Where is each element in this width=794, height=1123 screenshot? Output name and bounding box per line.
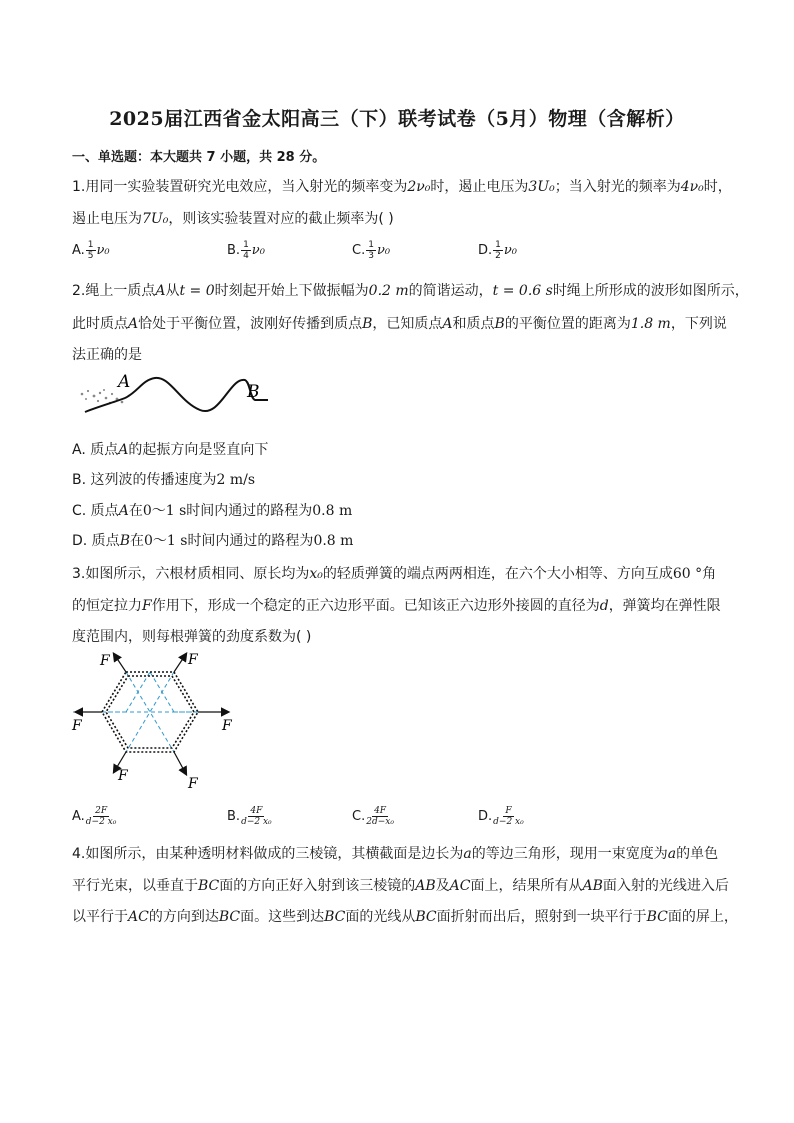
q4-line2: 平行光束，以垂直于BC面的方向正好入射到该三棱镜的AB及AC面上，结果所有从AB面入射的光线进入后 xyxy=(72,878,729,894)
q3-hexagon-figure xyxy=(70,650,240,795)
point-b-label: B xyxy=(247,382,260,402)
q3-option-a[interactable]: A. $\frac{2F}{\text{d−2 x₀}}$ xyxy=(72,806,117,827)
force-label-tl: F xyxy=(100,653,110,669)
q1-line2: 遏止电压为7U₀，则该实验装置对应的截止频率为( ) xyxy=(72,211,394,227)
q1-line1: 1.用同一实验装置研究光电效应，当入射光的频率变为2ν₀时，遏止电压为3U₀；当入射光的频率为4ν₀时， xyxy=(72,179,732,195)
q4-line3: 以平行于AC的方向到达BC面。这些到达BC面的光线从BC面折射而出后，照射到一块平行于BC面的屏上， xyxy=(72,909,738,925)
q3-line2: 的恒定拉力F作用下，形成一个稳定的正六边形平面。已知该正六边形外接圆的直径为d，弹簧均在弹性限 xyxy=(72,598,721,614)
q3-option-c[interactable]: C. $\frac{4F}{\text{2d−x₀}}$ xyxy=(352,806,394,827)
q1-option-c[interactable]: C. $\frac{1}{3}$ ν₀ xyxy=(352,240,391,261)
q1-option-d[interactable]: D. $\frac{1}{2}$ ν₀ xyxy=(478,240,518,261)
q2-line2: 此时质点A恰处于平衡位置，波刚好传播到质点B，已知质点A和质点B的平衡位置的距离为1.8 m，下列说 xyxy=(72,316,727,332)
force-label-bl: F xyxy=(118,768,128,784)
q2-line3: 法正确的是 xyxy=(72,347,142,363)
q1-option-a[interactable]: A. $\frac{1}{5}$ ν₀ xyxy=(72,240,110,261)
section-heading: 一、单选题：本大题共 7 小题，共 28 分。 xyxy=(72,150,326,165)
q3-option-b[interactable]: B. $\frac{4F}{\text{d−2 x₀}}$ xyxy=(227,806,272,827)
q1-option-b[interactable]: B. $\frac{1}{4}$ ν₀ xyxy=(227,240,265,261)
q3-line3: 度范围内，则每根弹簧的劲度系数为( ) xyxy=(72,629,312,645)
force-label-l: F xyxy=(72,718,82,734)
q3-option-d[interactable]: D. $\frac{F}{\text{d−2 x₀}}$ xyxy=(478,806,524,827)
q2-option-d[interactable]: D. 质点B在0～1 s时间内通过的路程为0.8 m xyxy=(72,533,354,549)
page-title: 2025届江西省金太阳高三（下）联考试卷（5月）物理（含解析） xyxy=(109,108,685,130)
force-label-br: F xyxy=(188,776,198,792)
q2-wave-figure xyxy=(70,372,280,422)
q2-option-c[interactable]: C. 质点A在0～1 s时间内通过的路程为0.8 m xyxy=(72,503,353,519)
force-label-r: F xyxy=(222,718,232,734)
force-label-tr: F xyxy=(188,652,198,668)
q2-line1: 2.绳上一质点A从t = 0时刻起开始上下做振幅为0.2 m的简谐运动，t = 0.6 s时绳上所形成的波形如图所示， xyxy=(72,283,749,299)
q3-line1: 3.如图所示，六根材质相同、原长均为x₀的轻质弹簧的端点两两相连，在六个大小相等、方向互成60 °角 xyxy=(72,566,717,582)
q2-option-a[interactable]: A. 质点A的起振方向是竖直向下 xyxy=(72,442,269,458)
point-a-label: A xyxy=(118,372,131,392)
q4-line1: 4.如图所示，由某种透明材料做成的三棱镜，其横截面是边长为a的等边三角形，现用一束宽度为a的单色 xyxy=(72,846,719,862)
q2-option-b[interactable]: B. 这列波的传播速度为2 m/s xyxy=(72,472,256,488)
